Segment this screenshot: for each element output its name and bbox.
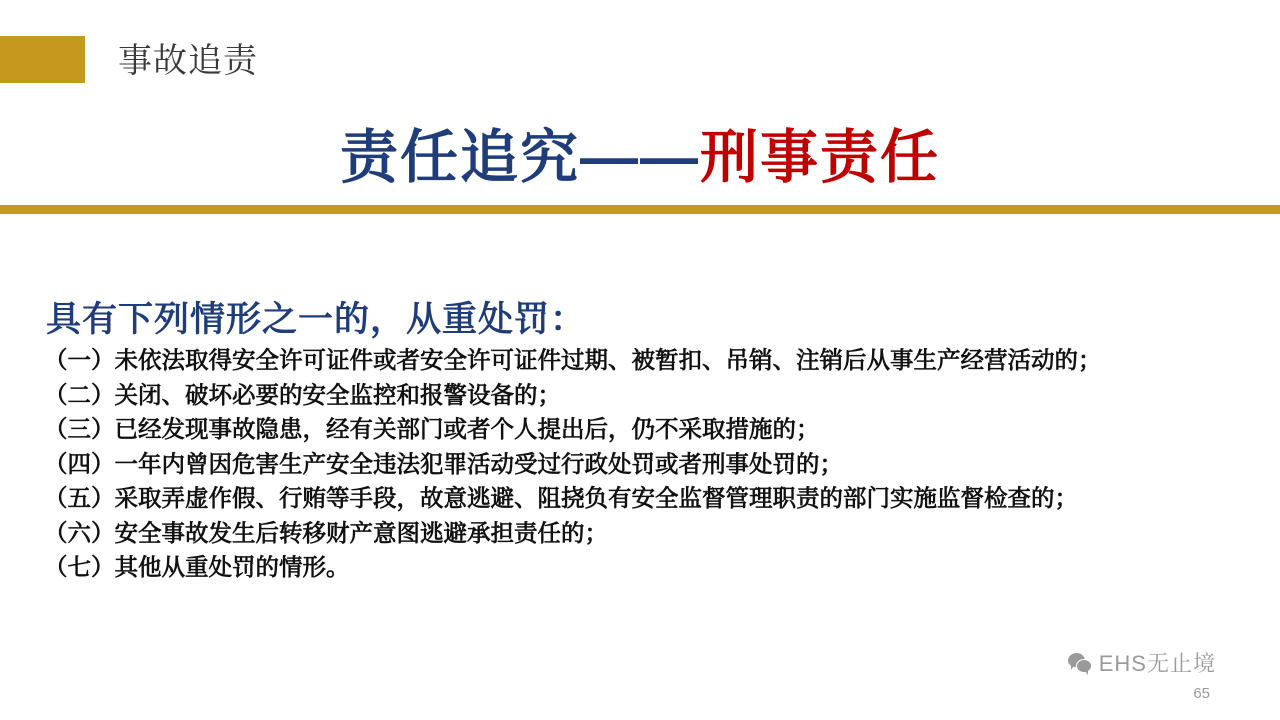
page-title: 事故追责	[118, 42, 258, 80]
main-heading-primary: 责任追究	[339, 125, 580, 190]
list-item: （一）未依法取得安全许可证件或者安全许可证件过期、被暂扣、吊销、注销后从事生产经营活动的；	[44, 347, 1102, 373]
clause-list	[44, 343, 1234, 585]
list-item: （四）一年内曾因危害生产安全违法犯罪活动受过行政处罚或者刑事处罚的；	[44, 450, 843, 477]
watermark-label: EHS无止境	[1098, 651, 1216, 676]
list-item: （六）安全事故发生后转移财产意图逃避承担责任的；	[44, 519, 608, 546]
main-heading-accent: 刑事责任	[700, 125, 941, 190]
wechat-icon	[1068, 653, 1092, 673]
list-item: （二）关闭、破坏必要的安全监控和报警设备的；	[44, 381, 561, 408]
main-heading-dash: ——	[580, 125, 700, 190]
page-number: 65	[1193, 685, 1210, 702]
section-title: 具有下列情形之一的，从重处罚：	[46, 300, 587, 339]
list-item: （三）已经发现事故隐患，经有关部门或者个人提出后，仍不采取措施的；	[44, 416, 820, 442]
watermark	[1068, 647, 1216, 678]
main-heading	[0, 110, 1280, 194]
list-item: （七）其他从重处罚的情形。	[44, 554, 350, 580]
divider-rule	[0, 205, 1280, 214]
header-accent-block	[0, 36, 85, 83]
list-item: （五）采取弄虚作假、行贿等手段，故意逃避、阻挠负有安全监督管理职责的部门实施监督检查的；	[44, 485, 1078, 511]
